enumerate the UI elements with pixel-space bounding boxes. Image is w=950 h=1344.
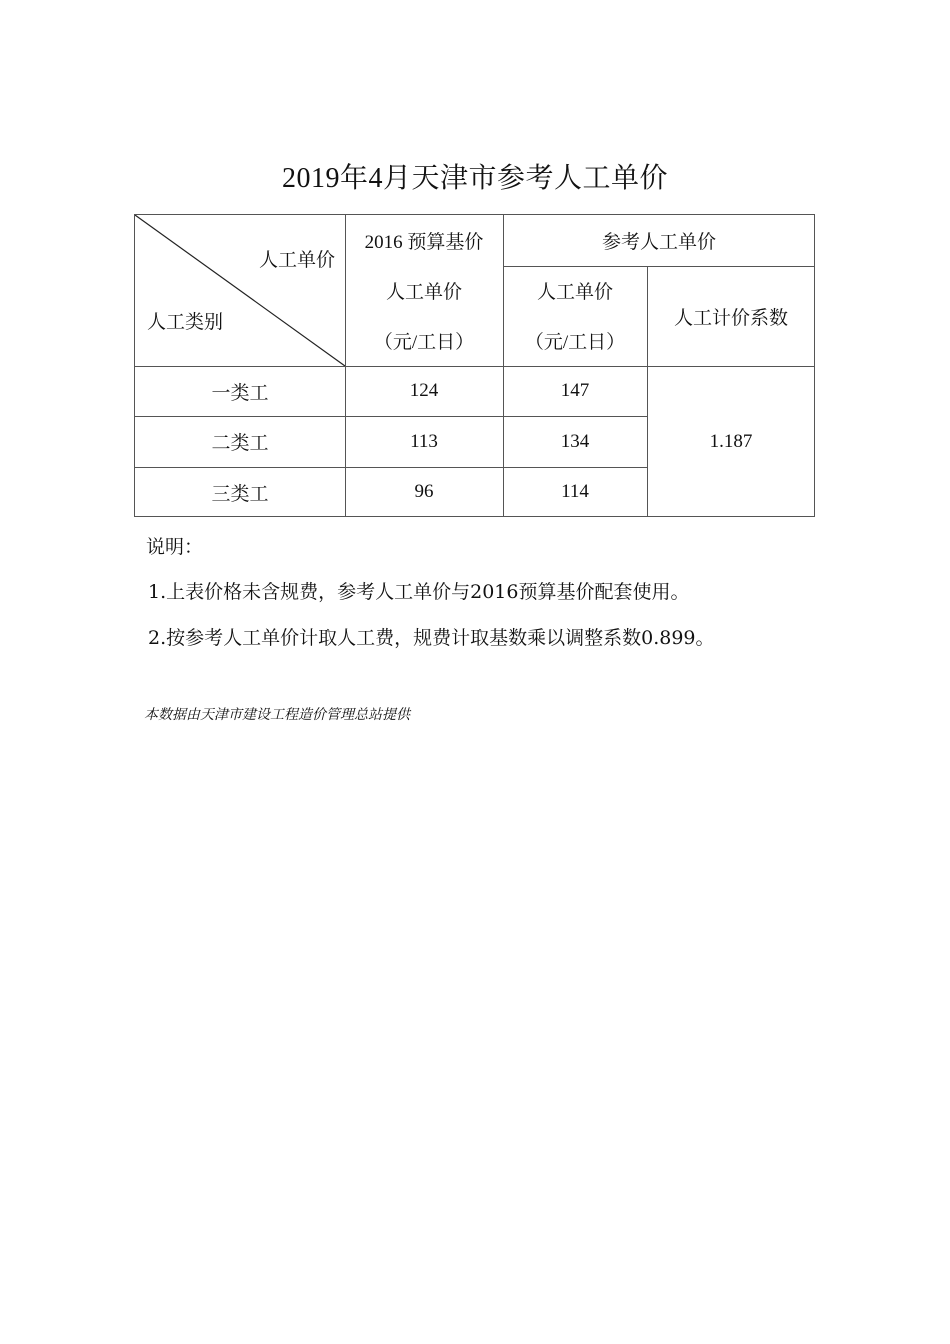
header-base-price-line3: （元/工日） [373, 331, 475, 353]
row-reference-price: 134 [560, 430, 590, 452]
corner-header-category: 人工类别 [147, 311, 224, 333]
row-base-price: 113 [410, 430, 438, 452]
note-item: 1.上表价格未含规费，参考人工单价与2016预算基价配套使用。 [148, 581, 690, 603]
row-reference-price: 147 [560, 380, 590, 401]
header-reference-price-line2: （元/工日） [524, 331, 626, 353]
row-base-price: 96 [414, 481, 434, 502]
row-category: 三类工 [211, 483, 269, 505]
labor-price-table [134, 214, 815, 517]
header-reference-group: 参考人工单价 [601, 232, 716, 253]
note-item: 2.按参考人工单价计取人工费，规费计取基数乘以调整系数0.899。 [148, 627, 715, 649]
diagonal-divider [135, 215, 346, 367]
corner-header-price: 人工单价 [258, 249, 335, 271]
notes-heading: 说明： [146, 536, 204, 558]
row-category: 二类工 [211, 433, 269, 454]
header-base-price-line1: 2016 预算基价 [364, 231, 484, 253]
row-base-price: 124 [409, 380, 439, 401]
row-category: 一类工 [211, 382, 269, 404]
row-reference-price: 114 [561, 481, 589, 502]
coefficient-value: 1.187 [709, 430, 753, 452]
header-base-price-line2: 人工单价 [385, 281, 462, 303]
data-source-credit: 本数据由天津市建设工程造价管理总站提供 [144, 707, 410, 723]
page-title: 2019年4月天津市参考人工单价 [281, 163, 668, 194]
header-reference-price-line1: 人工单价 [536, 281, 613, 303]
header-coefficient: 人工计价系数 [673, 307, 788, 329]
